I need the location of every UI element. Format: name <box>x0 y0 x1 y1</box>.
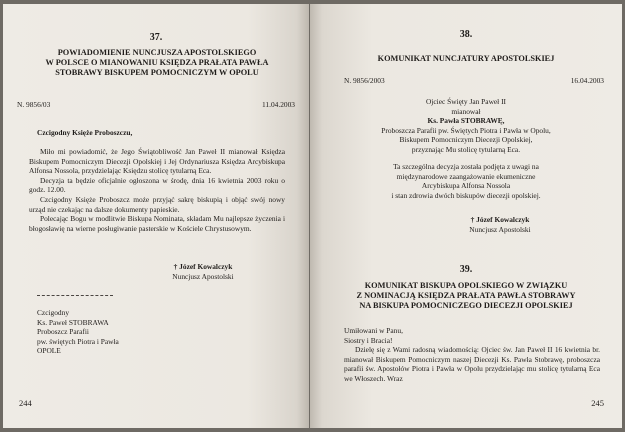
address-line: pw. świętych Piotra i Pawła <box>37 336 119 346</box>
page-number: 244 <box>19 398 32 408</box>
communique-body <box>344 345 600 383</box>
greeting-line: Siostry i Bracia! <box>344 335 393 345</box>
title-line: NA BISKUPA POMOCNICZEGO DIECEZJI OPOLSKIEJ <box>359 301 573 310</box>
address-line: Proboszcz Parafii <box>37 327 89 337</box>
letter-date: 11.04.2003 <box>262 100 295 109</box>
announcement-line: przyznając Mu stolicę tytularną Eca. <box>411 144 521 154</box>
decision-line: i stan zdrowia dwóch biskupów diecezji opolskiej. <box>391 190 541 200</box>
section-title <box>17 48 297 78</box>
signature-role: Nuncjusz Apostolski <box>172 271 234 281</box>
title-line: W POLSCE O MIANOWANIU KSIĘDZA PRAŁATA PAWŁA <box>45 58 269 67</box>
letter-body <box>29 147 285 233</box>
announcement-line: Biskupem Pomocniczym Diecezji Opolskiej, <box>399 135 533 145</box>
section-number: 38. <box>459 29 473 40</box>
signature-name: † Józef Kowalczyk <box>470 215 530 224</box>
section-number: 39. <box>459 264 473 275</box>
right-page <box>310 4 622 428</box>
address-line: Ks. Paweł STOBRAWA <box>37 317 109 327</box>
decision-line: międzynarodowe zaangażowanie ekumeniczne <box>396 171 536 181</box>
separator-rule <box>37 295 113 296</box>
section-title <box>320 281 612 311</box>
body-paragraph: Miło mi powiadomić, że Jego Świątobliwość Jan Paweł II mianował Księdza Biskupem Pomocniczym Diecezji Opolskiej i Jej Ordynariusza Księdza Arcybiskupa Alfonsa Nossola, przydzielając Księdzu stolicę tytularną Eca. <box>29 147 285 176</box>
decision-block <box>330 162 602 200</box>
left-page <box>3 4 309 428</box>
section-number: 37. <box>149 32 163 43</box>
body-paragraph: Dzielę się z Wami radosną wiadomością: Ojciec św. Jan Paweł II 16 kwietnia br. mianował Biskupem Pomocniczym naszej Diecezji Ks. Pawła Stobrawę, proboszcza parafii św. Apostołów Piotra i Pawła w Opolu przydzielając mu stolicę tytularną Eca we Włoszech. Wraz <box>344 345 600 383</box>
signature-role: Nuncjusz Apostolski <box>469 224 531 234</box>
title-line: Z NOMINACJĄ KSIĘDZA PRAŁATA PAWŁA STOBRAWY <box>356 291 576 300</box>
announcement-line: Ks. Pawła STOBRAWĘ, <box>427 116 505 126</box>
body-paragraph: Czcigodny Księże Proboszcz może przyjąć sakrę biskupią i objąć swój nowy urząd nie czekając na dalsze dokumenty papieskie. <box>29 194 285 214</box>
signature-block <box>143 262 263 281</box>
greeting-line: Umiłowani w Panu, <box>344 326 403 335</box>
title-line: POWIADOMIENIE NUNCJUSZA APOSTOLSKIEGO <box>57 48 257 57</box>
title-line: STOBRAWY BISKUPEM POMOCNICZYM W OPOLU <box>55 68 259 77</box>
address-line: OPOLE <box>37 346 61 356</box>
decision-line: Arcybiskupa Alfonsa Nossola <box>421 181 511 191</box>
page-number: 245 <box>591 398 604 408</box>
body-paragraph: Decyzja ta będzie oficjalnie ogłoszona w środę, dnia 16 kwietnia 2003 roku o godz. 12.00. <box>29 175 285 195</box>
signature-block <box>440 215 560 234</box>
address-line: Czcigodny <box>37 308 70 317</box>
signature-name: † Józef Kowalczyk <box>173 262 233 271</box>
section-title: KOMUNIKAT NUNCJATURY APOSTOLSKIEJ <box>377 54 555 63</box>
greeting-block <box>344 326 544 345</box>
communique-date: 16.04.2003 <box>570 76 604 85</box>
announcement-line: mianował <box>451 106 481 116</box>
reference-number: N. 9856/03 <box>17 100 51 109</box>
title-line: KOMUNIKAT BISKUPA OPOLSKIEGO W ZWIĄZKU <box>364 281 568 290</box>
announcement-line: Ojciec Święty Jan Paweł II <box>425 97 507 106</box>
address-block <box>37 308 187 356</box>
decision-line: Ta szczególna decyzja została podjęta z uwagi na <box>393 162 539 171</box>
reference-number: N. 9856/2003 <box>344 76 385 85</box>
body-paragraph: Polecając Bogu w modlitwie Biskupa Nominata, składam Mu najlepsze życzenia i błogosławię na wierne posługiwanie pasterskie w Kościele Chrystusowym. <box>29 214 285 233</box>
announcement-line: Proboszcza Parafii pw. Świętych Piotra i Pawła w Opolu, <box>381 125 551 135</box>
salutation: Czcigodny Księże Proboszczu, <box>37 128 133 137</box>
announcement-block <box>330 97 602 155</box>
